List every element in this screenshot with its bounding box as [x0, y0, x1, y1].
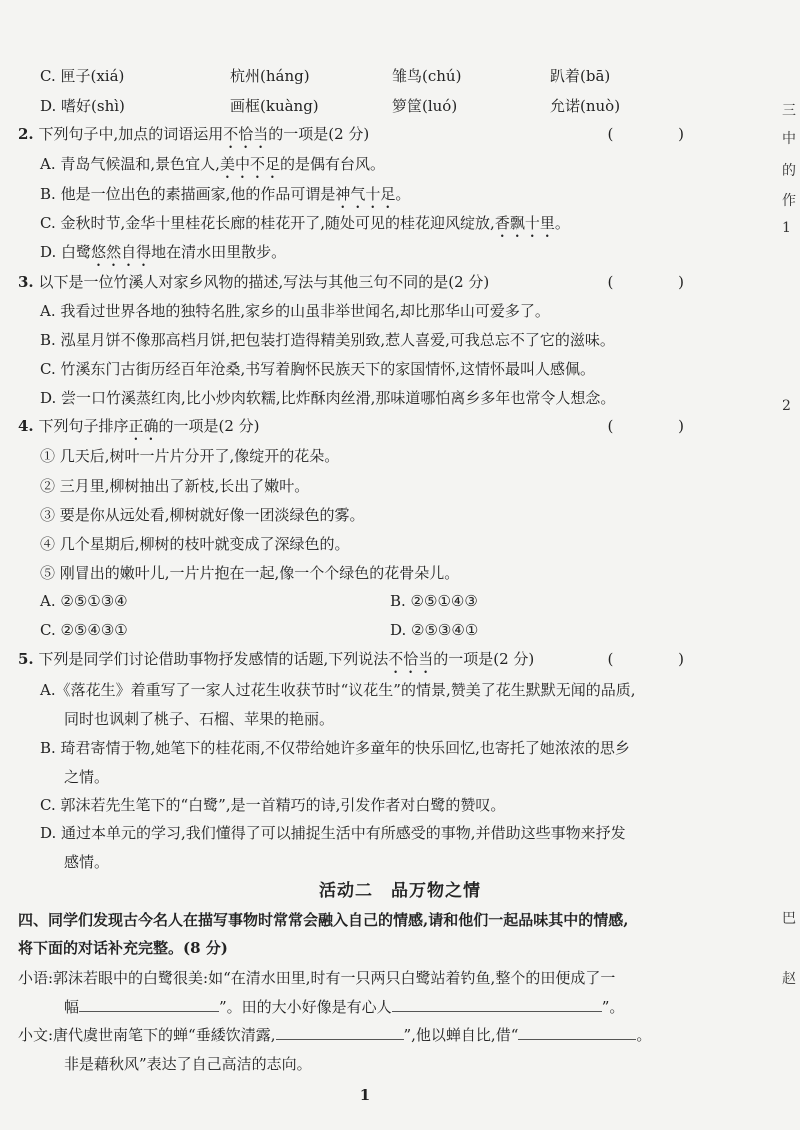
q5-option-a-line1: A.《落花生》着重写了一家人过花生收获节时“议花生”的情景,赞美了花生默默无闻的品质,: [40, 681, 636, 699]
q2-option-b: B. 他是一位出色的素描画家,他的作品可谓是神气十足。: [40, 185, 411, 203]
edge-char: 三: [782, 103, 796, 119]
page-number: 1: [359, 1086, 371, 1104]
xiaowen-line2: 非是藉秋风”表达了自己高洁的志向。: [64, 1055, 312, 1073]
q3-answer-paren[interactable]: ( ): [607, 273, 714, 291]
section-title: 活动二 品万物之情: [319, 881, 481, 901]
edge-char: 的: [782, 163, 796, 179]
q4-option-c: C. ②⑤④③①: [40, 621, 128, 639]
q2-option-a: A. 青岛气候温和,景色宜人,美中不足的是偶有台风。: [40, 155, 385, 173]
q3-option-d: D. 尝一口竹溪蒸红肉,比小炒肉软糯,比炸酥肉丝滑,那味道哪怕离乡多年也常令人想念。: [40, 389, 616, 407]
edge-char: 1: [782, 220, 791, 236]
q2-option-c: C. 金秋时节,金华十里桂花长廊的桂花开了,随处可见的桂花迎风绽放,香飘十里。: [40, 214, 570, 232]
q5-stem: 5. 下列是同学们讨论借助事物抒发感情的话题,下列说法不恰当的一项是(2 分): [18, 650, 535, 668]
q4-stem: 4. 下列句子排序正确的一项是(2 分): [18, 417, 260, 435]
q5-option-b-line1: B. 琦君寄情于物,她笔下的桂花雨,不仅带给她许多童年的快乐回忆,也寄托了她浓浓的思乡: [40, 739, 630, 757]
q3-stem: 3. 以下是一位竹溪人对家乡风物的描述,写法与其他三句不同的是(2 分): [18, 273, 490, 291]
q5-option-d-line2: 感情。: [64, 853, 110, 871]
q2-answer-paren[interactable]: ( ): [607, 125, 714, 143]
xiaoyu-line2: 幅 ”。田的大小好像是有心人 ”。: [64, 998, 625, 1016]
q5-answer-paren[interactable]: ( ): [607, 650, 714, 668]
xiaoyu-line1: 小语:郭沫若眼中的白鹭很美:如“在清水田里,时有一只两只白鹭站着钓鱼,整个的田便成了一: [18, 969, 616, 987]
edge-char: 作: [782, 193, 796, 209]
q2-stem: 2. 下列句子中,加点的词语运用不恰当的一项是(2 分): [18, 125, 370, 143]
q4-sentence-1: ① 几天后,树叶一片片分开了,像绽开的花朵。: [40, 447, 340, 465]
q5-option-c: C. 郭沫若先生笔下的“白鹭”,是一首精巧的诗,引发作者对白鹭的赞叹。: [40, 796, 506, 814]
fill-blank-4[interactable]: [518, 1025, 636, 1040]
edge-char: 赵: [782, 971, 796, 987]
q4-sentence-5: ⑤ 刚冒出的嫩叶儿,一片片抱在一起,像一个个绿色的花骨朵儿。: [40, 564, 460, 582]
edge-char: 2: [782, 398, 791, 414]
xiaowen-line1: 小文:唐代虞世南笔下的蝉“垂緌饮清露, ”,他以蝉自比,借“ 。: [18, 1026, 652, 1044]
fill-blank-3[interactable]: [276, 1025, 404, 1040]
worksheet-page: C. 匣子(xiá) 杭州(háng) 雏鸟(chú) 趴着(bā) D. 嗜好(shì) 画框(kuàng) 箩筐(luó) 允诺(nuò) 2. 下列句子中,加点的词语运用不恰当的一项是(2 分) ( ) A. 青岛气候温和,景色宜人,美中不足的是偶有台风。 B. 他是一位出色的素描画家,他的作品可谓是神气十足。 C. 金秋时节,金华十里桂花长廊的桂花开了,随处可见的桂花迎风绽放,香飘十里。 D. 白鹭悠然自得地在清水田里散步。 3. 以下是一位竹溪人对家乡风物的描述,写法与其他三句不同的是(2 分) ( ) A. 我看过世界各地的独特名胜,家乡的山虽非举世闻名,却比那华山可爱多了。 B. 泓星月饼不像那高档月饼,把包装打造得精美别致,惹人喜爱,可我总忘不了它的滋味。 C. 竹溪东门古街历经百年沧桑,书写着胸怀民族天下的家国情怀,这情怀最叫人感佩。 D. 尝一口竹溪蒸红肉,比小炒肉软糯,比炸酥肉丝滑,那味道哪怕离乡多年也常令人想念。 4. 下列句子排序正确的一项是(2 分) ( ) ① 几天后,树叶一片片分开了,像绽开的花朵。 ② 三月里,柳树抽出了新枝,长出了嫩叶。 ③ 要是你从远处看,柳树就好像一团淡绿色的雾。 ④ 几个星期后,柳树的枝叶就变成了深绿色的。 ⑤ 刚冒出的嫩叶儿,一片片抱在一起,像一个个绿色的花骨朵儿。 A. ②⑤①③④ B. ②⑤①④③ C. ②⑤④③① D. ②⑤③④① 5. 下列是同学们讨论借助事物抒发感情的话题,下列说法不恰当的一项是(2 分) ( ) A.《落花生》着重写了一家人过花生收获节时“议花生”的情景,赞美了花生默默无闻的品质, 同时也讽刺了桃子、石榴、苹果的艳丽。 B. 琦君寄情于物,她笔下的桂花雨,不仅带给她许多童年的快乐回忆,也寄托了她浓浓的思乡 之情。 C. 郭沫若先生笔下的“白鹭”,是一首精巧的诗,引发作者对白鹭的赞叹。 D. 通过本单元的学习,我们懂得了可以捕捉生活中有所感受的事物,并借助这些事物来抒发 感情。 活动二 品万物之情 四、同学们发现古今名人在描写事物时常常会融入自己的情感,请和他们一起品味其中的情感, 将下面的对话补充完整。(8 分) 小语:郭沫若眼中的白鹭很美:如“在清水田里,时有一只两只白鹭站着钓鱼,整个的田便成了一 幅 ”。田的大小好像是有心人 ”。 小文:唐代虞世南笔下的蝉“垂緌饮清露, ”,他以蝉自比,借“ 。 非是藉秋风”表达了自己高洁的志向。 1 三 中 的 作 1 2 巴 赵: [0, 0, 800, 1130]
part4-instruction-line1: 四、同学们发现古今名人在描写事物时常常会融入自己的情感,请和他们一起品味其中的情感,: [18, 911, 629, 929]
q4-sentence-3: ③ 要是你从远处看,柳树就好像一团淡绿色的雾。: [40, 506, 365, 524]
q4-option-b: B. ②⑤①④③: [390, 592, 478, 610]
q2-option-d: D. 白鹭悠然自得地在清水田里散步。: [40, 243, 287, 261]
q5-option-d-line1: D. 通过本单元的学习,我们懂得了可以捕捉生活中有所感受的事物,并借助这些事物来抒发: [40, 824, 626, 842]
q3-option-c: C. 竹溪东门古街历经百年沧桑,书写着胸怀民族天下的家国情怀,这情怀最叫人感佩。: [40, 360, 596, 378]
edge-char: 中: [782, 131, 796, 147]
q3-option-b: B. 泓星月饼不像那高档月饼,把包装打造得精美别致,惹人喜爱,可我总忘不了它的滋味。: [40, 331, 615, 349]
edge-char: 巴: [782, 911, 796, 927]
fill-blank-2[interactable]: [392, 997, 602, 1012]
q3-option-a: A. 我看过世界各地的独特名胜,家乡的山虽非举世闻名,却比那华山可爱多了。: [40, 302, 550, 320]
q4-sentence-2: ② 三月里,柳树抽出了新枝,长出了嫩叶。: [40, 477, 310, 495]
q5-option-a-line2: 同时也讽刺了桃子、石榴、苹果的艳丽。: [64, 710, 335, 728]
q4-option-a: A. ②⑤①③④: [40, 592, 128, 610]
q5-option-b-line2: 之情。: [64, 768, 110, 786]
fill-blank-1[interactable]: [79, 997, 219, 1012]
part4-instruction-line2: 将下面的对话补充完整。(8 分): [18, 939, 228, 957]
q4-sentence-4: ④ 几个星期后,柳树的枝叶就变成了深绿色的。: [40, 535, 350, 553]
q4-answer-paren[interactable]: ( ): [607, 417, 714, 435]
q4-option-d: D. ②⑤③④①: [390, 621, 479, 639]
